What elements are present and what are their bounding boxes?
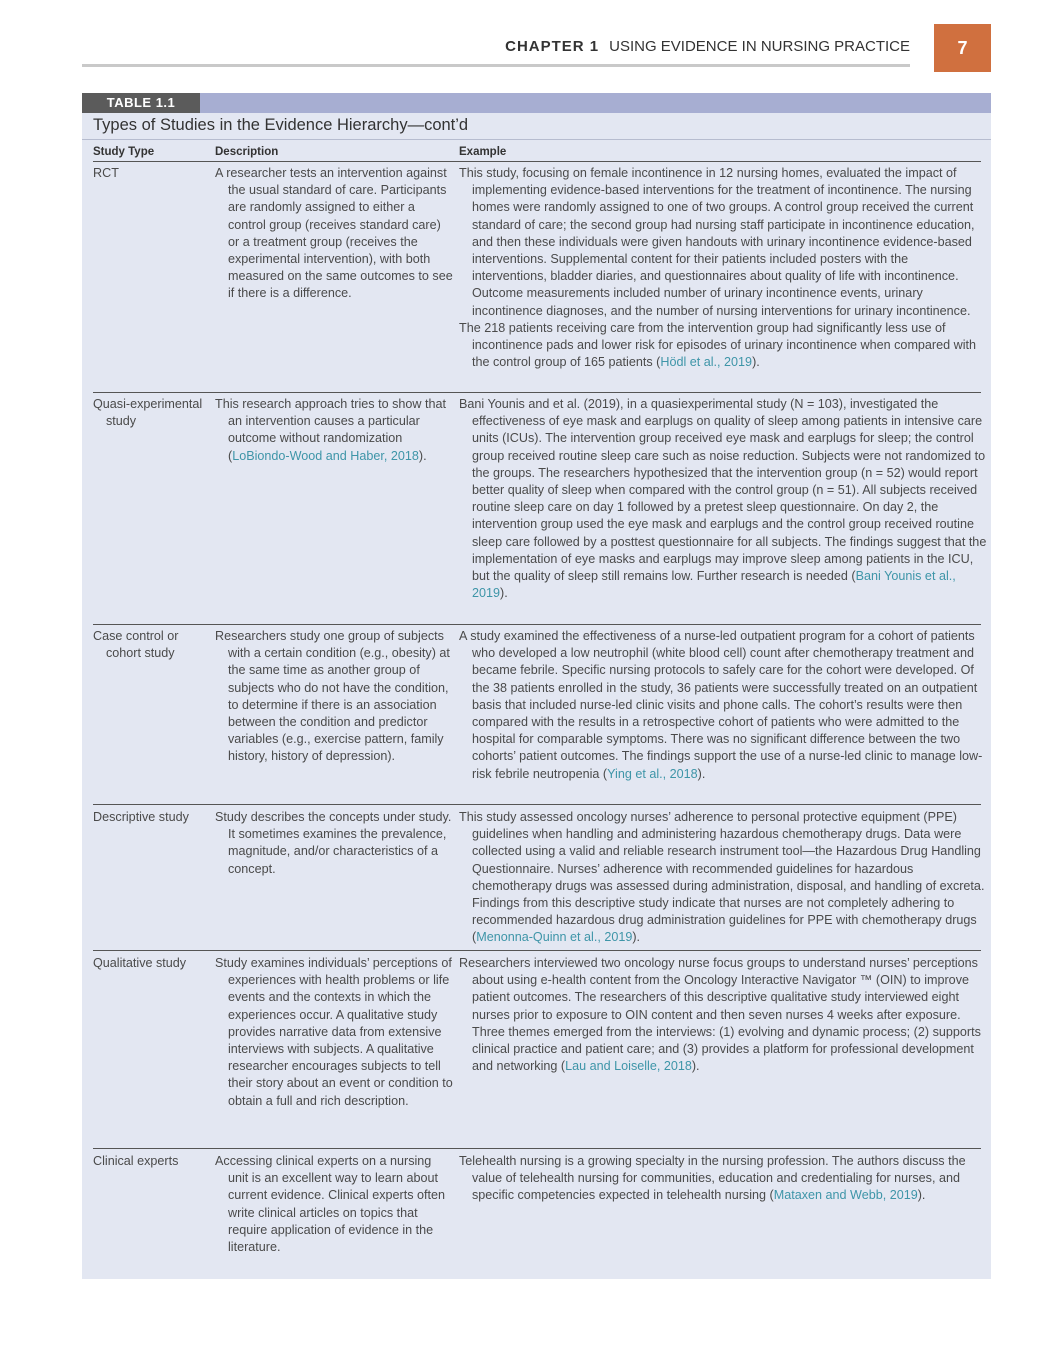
example-end: ).	[691, 1059, 700, 1074]
divider	[93, 161, 981, 162]
row-divider	[93, 624, 981, 625]
divider	[82, 139, 991, 140]
example-text: This study assessed oncology nurses’ adherence to personal protective equipment (PPE) guidelines when handling and administering hazardous chemotherapy drugs. Data were collected using a valid and reliable research instrument tool—the Hazardous Drug Handling Questionnaire. Nurses’ adherence with recommended guidelines for hazardous chemotherapy drugs was assessed during administration, disposal, and handling of excreta. Findings from this descriptive study indicate that nurses are not completely adhering to recommended hazardous drug administration guidelines for PPE with chemotherapy drugs (	[459, 810, 985, 945]
table-label-bar	[82, 93, 991, 113]
example-text: Bani Younis and et al. (2019), in a quasiexperimental study (N = 103), investigated the effectiveness of eye mask and earplugs on quality of sleep among patients in intensive care units (ICUs). The intervention group received eye mask and earplugs for sleep; the control group received routine sleep care such as noise reduction. Subjects were not randomized to the groups. The researchers hypothesized that the intervention group (n = 52) would report better quality of sleep when compared with the control group (n = 51). All subjects received routine sleep care on day 1 followed by a pretest sleep questionnaire. On day 2, the intervention group used the eye mask and earplugs and the control group received routine sleep care followed by a posttest questionnaire for all subjects. The findings suggest that the implementation of eye masks and earplugs may improve sleep among patients in the ICU, but the quality of sleep still remains low. Further research is needed (	[459, 397, 987, 584]
example-end: ).	[632, 930, 641, 945]
row-divider	[93, 1148, 981, 1149]
chapter-label: CHAPTER 1	[505, 38, 600, 55]
citation-link[interactable]: Bani Younis et al., 2019	[472, 569, 956, 601]
row-descriptive-description: Study describes the concepts under study. It sometimes examines the prevalence, magnitude, and/or characteristics of a concept.	[215, 810, 452, 876]
row-quasi-type: Quasi-experimental study	[93, 397, 203, 429]
description-end: ).	[418, 448, 427, 463]
example-text: The 218 patients receiving care from the intervention group had significantly less use of incontinence pads and lower risk for episodes of urinary incontinence when compared with the control group of 165 patients (	[459, 320, 977, 370]
example-end: ).	[697, 766, 706, 781]
example-text: Researchers interviewed two oncology nurse focus groups to understand nurses’ perceptions about using e-health content from the Oncology Interactive Navigator ™ (OIN) to improve patient outcomes. The researchers of this descriptive qualitative study interviewed eight nurses prior to exposure to OIN content and then seven nurses 4 weeks after exposure. Three themes emerged from the interviews: (1) evolving and dynamic process; (2) supports clinical practice and patient care; and (3) provides a platform for professional development and networking (	[459, 956, 981, 1074]
example-text: Telehealth nursing is a growing specialty in the nursing profession. The authors discuss the value of telehealth nursing for communities, education and credentialing for nurses, and specific competencies expected in telehealth nursing (	[459, 1154, 966, 1203]
row-divider	[93, 804, 981, 805]
row-rct-type: RCT	[93, 166, 119, 180]
row-qualitative-type: Qualitative study	[93, 956, 187, 970]
row-descriptive-type: Descriptive study	[93, 810, 189, 824]
row-rct-example-paragraph-2	[459, 320, 981, 372]
column-header-description: Description	[215, 146, 279, 158]
citation-link[interactable]: Ying et al., 2018	[607, 766, 698, 781]
citation-link[interactable]: Lau and Loiselle, 2018	[565, 1059, 692, 1074]
column-header-study-type: Study Type	[93, 146, 155, 158]
page-number: 7	[934, 24, 991, 72]
row-qualitative-example	[459, 955, 994, 1075]
row-rct-example-paragraph-1: This study, focusing on female incontinence in 12 nursing homes, evaluated the impact of implementing evidence-based interventions for the treatment of incontinence. The nursing homes were randomly assigned to one of two groups. A control group received the current standard of care; the second group had nursing staff participate in incontinence education, and then these individuals were given handouts with urinary incontinence evidence-based interventions. Supplemental content for their patients included posters with the interventions, bladder diaries, and questionnaires about quality of life with incontinence. Outcome measurements included number of urinary incontinence events, urinary incontinence diagnoses, and the number of nursing interventions for urinary incontinence.	[459, 166, 975, 318]
chapter-title: USING EVIDENCE IN NURSING PRACTICE	[609, 38, 910, 55]
description-text: This research approach tries to show that an intervention causes a particular outcome without randomization (	[215, 397, 446, 463]
citation-link[interactable]: Menonna-Quinn et al., 2019	[476, 930, 633, 945]
citation-link[interactable]: Mataxen and Webb, 2019	[773, 1188, 918, 1203]
row-clinical-experts-example	[459, 1153, 994, 1205]
table-label: TABLE 1.1	[82, 93, 200, 113]
table-title: Types of Studies in the Evidence Hierarchy—cont’d	[93, 116, 469, 134]
row-divider	[93, 392, 981, 393]
row-divider	[93, 950, 981, 951]
citation-link[interactable]: LoBiondo-Wood and Haber, 2018	[232, 448, 419, 463]
row-rct-description: A researcher tests an intervention against the usual standard of care. Participants are randomly assigned to either a control group (receives standard care) or a treatment group (receives the experimental intervention), with both measured on the same outcomes to see if there is a difference.	[215, 166, 453, 301]
row-clinical-experts-type: Clinical experts	[93, 1154, 179, 1168]
row-quasi-description	[215, 396, 455, 465]
row-descriptive-example	[459, 809, 994, 947]
column-header-example: Example	[459, 146, 507, 158]
row-qualitative-description: Study examines individuals’ perceptions of experiences with health problems or life events and the contexts in which the experiences occur. A qualitative study provides narrative data from extensive interviews with subjects. A qualitative researcher encourages subjects to tell their story about an event or condition to obtain a full and rich description.	[215, 956, 453, 1108]
row-clinical-experts-description: Accessing clinical experts on a nursing unit is an excellent way to learn about current evidence. Clinical experts often write clinical articles on topics that require application of evidence in the literature.	[215, 1154, 446, 1255]
row-case-control-description: Researchers study one group of subjects with a certain condition (e.g., obesity) at the same time as another group of subjects who do not have the condition, to determine if there is an association between the condition and predictor variables (e.g., exercise pattern, family history, history of depression).	[215, 629, 450, 764]
example-end: ).	[917, 1188, 926, 1203]
example-end: ).	[752, 355, 760, 370]
row-case-control-type: Case control or cohort study	[93, 629, 179, 661]
citation-link[interactable]: Hödl et al., 2019	[660, 355, 753, 370]
example-end: ).	[500, 586, 508, 601]
row-rct-example	[459, 165, 981, 371]
running-head	[82, 38, 910, 67]
evidence-table	[82, 93, 991, 1279]
row-case-control-example	[459, 628, 994, 783]
example-text: A study examined the effectiveness of a nurse-led outpatient program for a cohort of patients who developed a low neutrophil (white blood cell) count after chemotherapy treatment and became febrile. Specific nursing protocols to safely care for the cohort were developed. Of the 38 patients enrolled in the study, 36 patients were successfully treated on an outpatient basis that included nurse-led clinic visits and phone calls. The cohort’s results were then compared with the results in a retrospective cohort of patients who were admitted to the hospital for comparable symptoms. There was no significant difference between the two cohorts’ patient outcomes. The findings support the use of a nurse-led clinic to manage low-risk febrile neutropenia (	[459, 629, 983, 781]
row-quasi-example	[459, 396, 994, 602]
